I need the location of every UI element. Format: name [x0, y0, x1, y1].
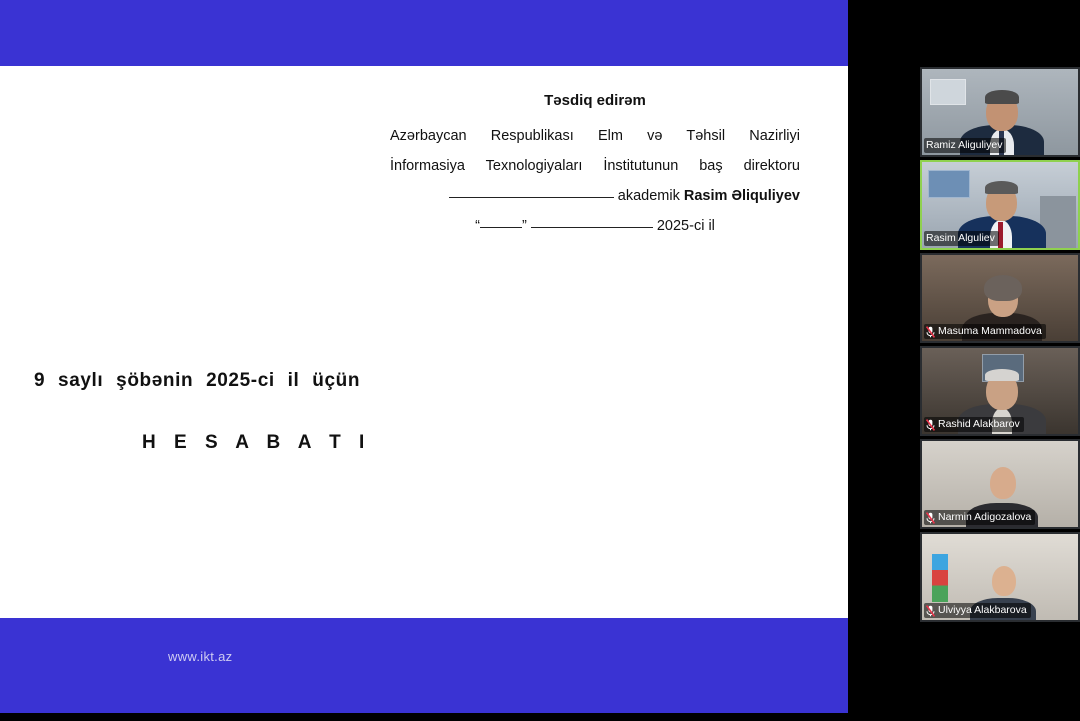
participant-name-tag-5	[924, 510, 1035, 525]
slide-website-url: www.ikt.az	[168, 649, 233, 664]
participant-name-tag-4	[924, 417, 1024, 432]
participant-tile-5[interactable]	[920, 439, 1080, 529]
participant-name-label-5: Narmin Adigozalova	[938, 511, 1032, 523]
participant-head-6	[992, 566, 1016, 596]
report-heading: 9 saylı şöbənin 2025-ci il üçün	[34, 370, 361, 391]
wall-picture-2	[928, 170, 970, 198]
mic-muted-icon-5	[926, 512, 935, 524]
approval-line-date	[390, 211, 800, 241]
slide-top-band	[0, 0, 848, 66]
participant-tile-6[interactable]	[920, 532, 1080, 622]
participant-name-label-6: Ulviyya Alakbarova	[938, 604, 1027, 616]
participant-head-5	[990, 467, 1016, 499]
approval-title: Təsdiq edirəm	[544, 92, 646, 109]
participant-hair-3	[984, 275, 1022, 301]
participant-name-label-2: Rasim Alguliev	[926, 232, 995, 244]
approval-academic-label: akademik	[617, 188, 680, 204]
participant-tile-1[interactable]	[920, 67, 1080, 157]
approval-line-signature	[390, 181, 800, 211]
approval-line-ministry: Azərbaycan Respublikası Elm və Təhsil Nazirliyi	[390, 128, 800, 144]
wall-picture-1	[930, 79, 966, 105]
participant-filmstrip[interactable]	[920, 0, 1080, 721]
participant-tile-3[interactable]	[920, 253, 1080, 343]
approval-director-name: Rasim Əliquliyev	[683, 188, 800, 204]
participant-hair-1	[985, 90, 1019, 104]
participant-name-label-1: Ramiz Aliguliyev	[926, 139, 1003, 151]
participant-name-tag-3	[924, 324, 1046, 339]
participant-name-tag-1	[924, 138, 1006, 153]
signature-rule	[449, 197, 614, 198]
date-close-quote: ”	[521, 218, 527, 234]
mic-muted-icon-6	[926, 605, 935, 617]
approval-block	[390, 92, 800, 241]
participant-name-tag-6	[924, 603, 1031, 618]
participant-hair-4	[985, 369, 1019, 381]
participant-tile-4[interactable]	[920, 346, 1080, 436]
participant-tile-2[interactable]	[920, 160, 1080, 250]
approval-year: 2025-ci il	[656, 218, 715, 234]
participant-name-label-3: Masuma Mammadova	[938, 325, 1042, 337]
participant-name-tag-2	[924, 231, 999, 246]
date-day-rule	[480, 227, 522, 228]
slide-bottom-band	[0, 618, 848, 713]
date-open-quote: “	[475, 218, 480, 234]
date-month-rule	[531, 227, 653, 228]
mic-muted-icon-4	[926, 419, 935, 431]
flag-6	[932, 554, 948, 602]
participant-hair-2	[985, 181, 1018, 194]
report-title: H E S A B A T I	[142, 432, 371, 453]
participant-name-label-4: Rashid Alakbarov	[938, 418, 1020, 430]
approval-line-institute: İnformasiya Texnologiyaları İnstitutunun baş direktoru	[390, 158, 800, 174]
mic-muted-icon-3	[926, 326, 935, 338]
